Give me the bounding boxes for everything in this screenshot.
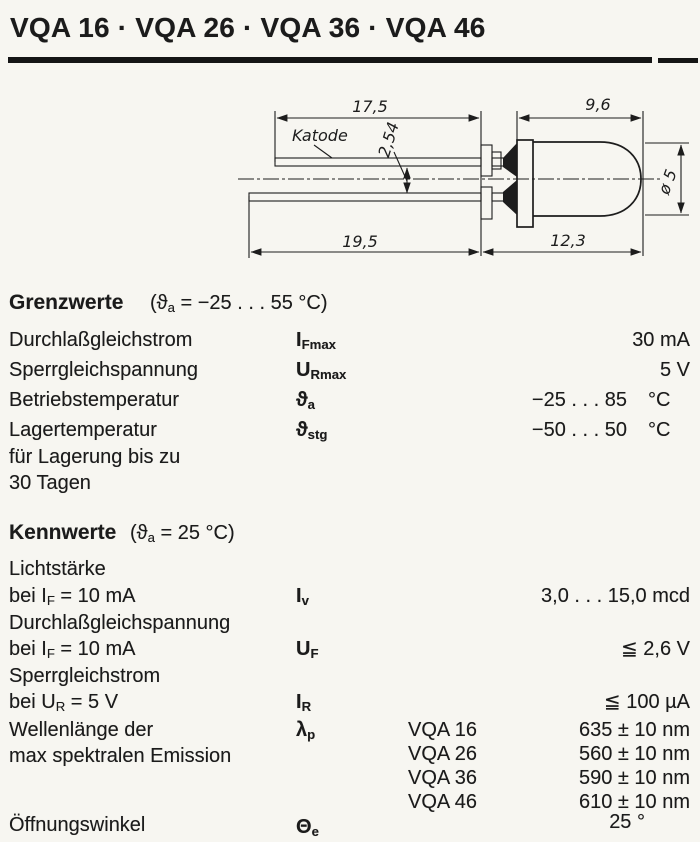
section-heading-grenzwerte: Grenzwerte [9,291,124,314]
param-value: −50 . . . 50 [531,419,627,441]
param-unit: °C [648,389,671,411]
dim-label-cap: 9,6 [585,95,611,114]
param-symbol: Θe [296,816,319,840]
param-value: 25 ° [609,811,645,833]
param-value: ≦ 2,6 V [620,638,690,660]
variant-value: 610 ± 10 nm [578,791,690,813]
dim-label-body: 12,3 [550,231,586,250]
cathode-label: Katode [292,126,348,145]
param-test-condition: bei IF = 10 mA [9,638,136,662]
variant-value: 635 ± 10 nm [578,719,690,741]
dim-label-lead-bottom: 19,5 [342,232,378,251]
dim-label-diameter: ø 5 [654,166,681,197]
param-symbol: IFmax [296,329,337,353]
param-symbol: IR [296,691,312,715]
led-body [517,140,641,227]
dim-label-lead-top: 17,5 [352,97,388,116]
param-value: −25 . . . 85 [531,389,627,411]
param-label: Öffnungswinkel [9,814,146,836]
param-value: 5 V [659,359,690,381]
led-outline-drawing [230,88,700,273]
lead-frame-steps [481,143,517,219]
param-value: 3,0 . . . 15,0 mcd [541,585,690,607]
variant-type: VQA 26 [408,743,477,765]
param-symbol: ϑa [296,389,315,413]
param-label: Durchlaßgleichstrom [9,329,193,351]
page-title: VQA 16 · VQA 26 · VQA 36 · VQA 46 [10,12,486,43]
param-label-cont: 30 Tagen [9,472,91,494]
title-rule-end [658,58,698,63]
variant-type: VQA 46 [408,791,477,813]
param-label: Sperrgleichstrom [9,665,161,687]
param-symbol: UF [296,638,319,662]
anode-lead [249,193,505,201]
param-label: Durchlaßgleichspannung [9,612,231,634]
param-test-condition: bei IF = 10 mA [9,585,136,609]
param-label-cont: für Lagerung bis zu [9,446,181,468]
param-label: Sperrgleichspannung [9,359,199,381]
param-value: 30 mA [632,329,690,351]
variant-type: VQA 16 [408,719,477,741]
param-symbol: Iv [296,585,309,609]
param-symbol: ϑstg [296,419,328,443]
section-heading-kennwerte: Kennwerte [9,521,117,544]
param-label: Wellenlänge der [9,719,154,741]
param-label-cont: max spektralen Emission [9,745,232,767]
kennwerte-condition: (ϑa = 25 °C) [130,522,235,546]
param-symbol: λp [296,719,316,743]
variant-type: VQA 36 [408,767,477,789]
title-rule [8,57,652,63]
param-symbol: URmax [296,359,347,383]
param-label: Lagertemperatur [9,419,157,441]
variant-value: 590 ± 10 nm [578,767,690,789]
variant-value: 560 ± 10 nm [578,743,690,765]
param-label: Betriebstemperatur [9,389,180,411]
grenzwerte-condition: (ϑa = −25 . . . 55 °C) [150,292,328,316]
dim-label-pitch: 2,54 [374,119,403,160]
param-value: ≦ 100 µA [603,691,690,713]
param-unit: °C [648,419,671,441]
param-label: Lichtstärke [9,558,106,580]
param-test-condition: bei UR = 5 V [9,691,119,715]
